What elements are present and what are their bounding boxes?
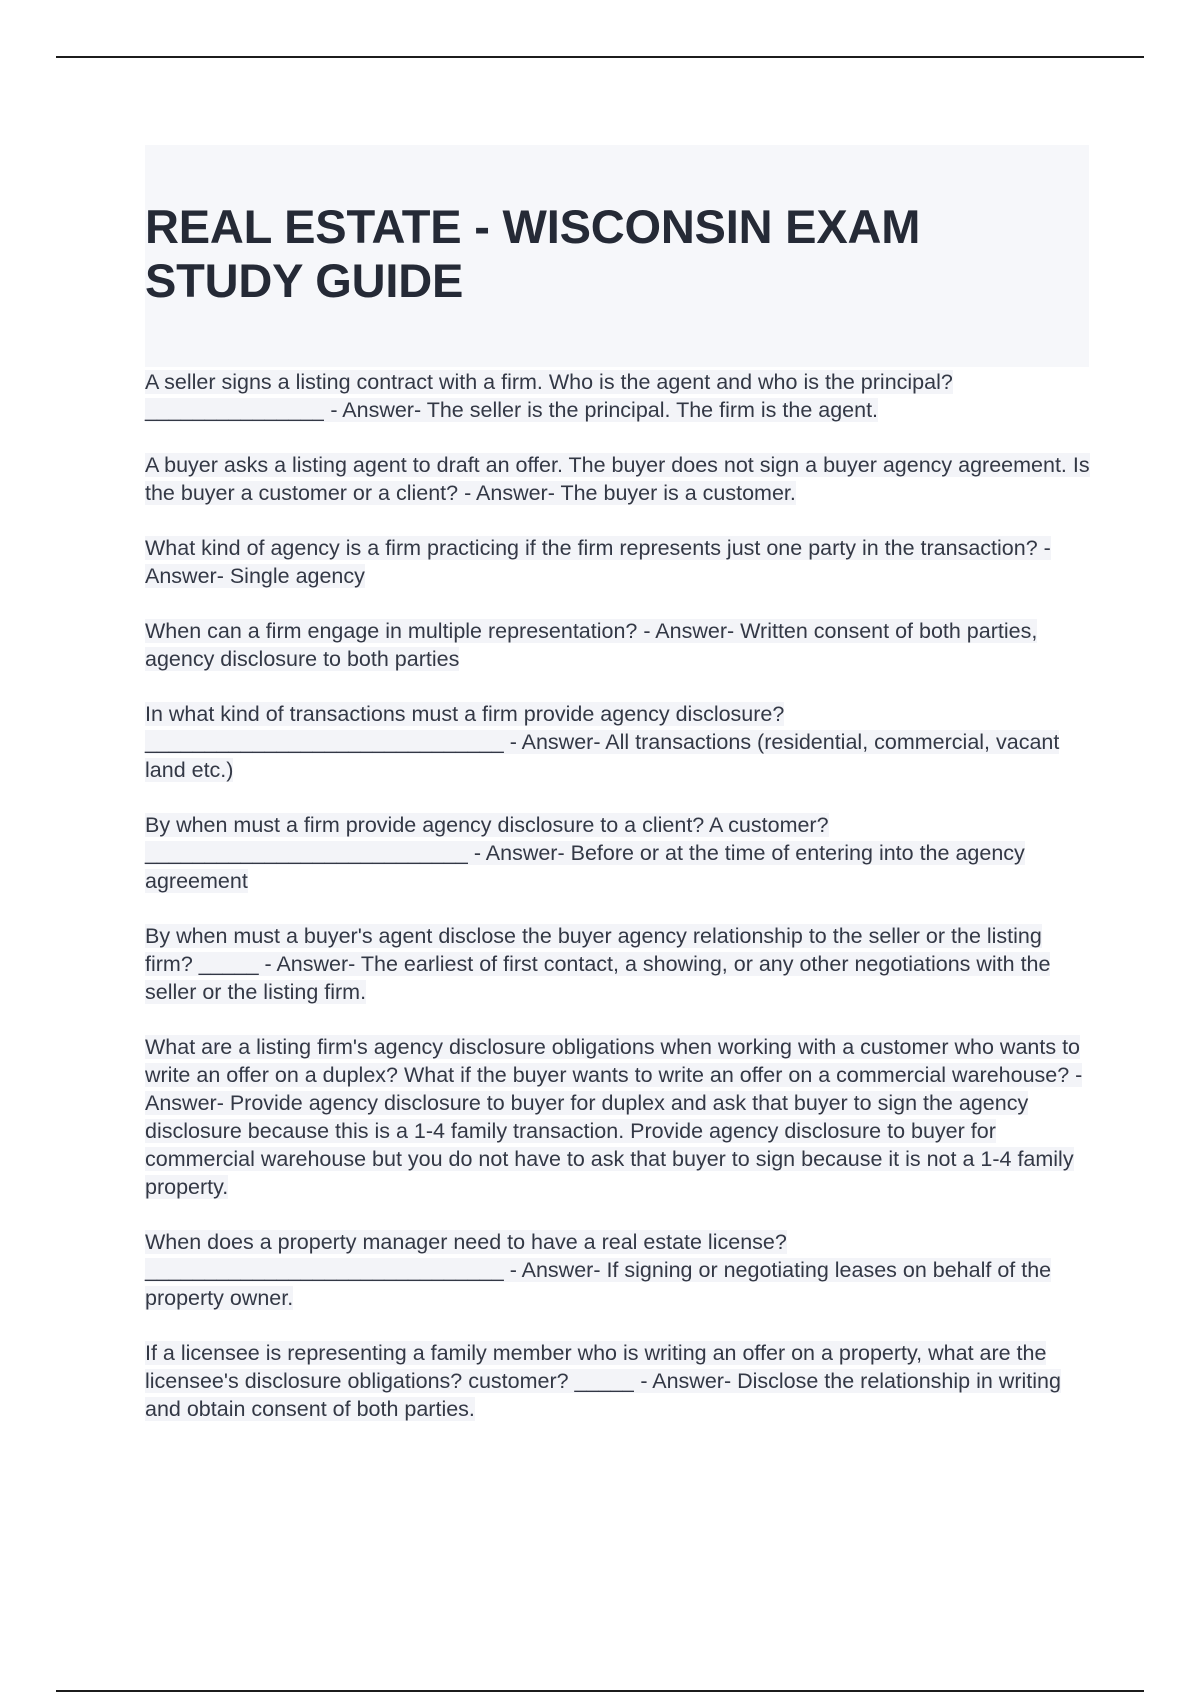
answer-text: - Answer- Written consent of both parties, agency disclosure to both parties: [145, 619, 1038, 671]
qa-list: [145, 368, 1090, 1450]
question-text: By when must a buyer's agent disclose the buyer agency relationship to the seller or the listing firm? _____: [145, 924, 1042, 976]
answer-text: - Answer- Disclose the relationship in writing and obtain consent of both parties.: [145, 1369, 1061, 1421]
question-text: In what kind of transactions must a firm provide agency disclosure? ______________________________: [145, 702, 785, 754]
question-text: If a licensee is representing a family member who is writing an offer on a property, what are the licensee's disclosure obligations? customer? _____: [145, 1341, 1047, 1393]
question-text: What kind of agency is a firm practicing if the firm represents just one party in the transaction?: [145, 536, 1038, 560]
footer-rule: [56, 1690, 1144, 1692]
answer-text: - Answer- Provide agency disclosure to buyer for duplex and ask that buyer to sign the agency disclosure because this is a 1-4 family transaction. Provide agency disclosure to buyer for commercial warehouse but you do not have to ask that buyer to sign because it is not a 1-4 family property.: [145, 1063, 1083, 1199]
question-text: By when must a firm provide agency disclosure to a client? A customer? ___________________________: [145, 813, 829, 865]
answer-text: - Answer- The buyer is a customer.: [458, 481, 796, 505]
qa-item: [145, 368, 1090, 424]
question-text: When does a property manager need to have a real estate license? ______________________________: [145, 1230, 787, 1282]
question-text: When can a firm engage in multiple representation?: [145, 619, 638, 643]
answer-text: - Answer- The seller is the principal. The firm is the agent.: [324, 398, 879, 422]
qa-item: [145, 534, 1090, 590]
qa-item: [145, 1228, 1090, 1312]
header-rule: [56, 56, 1144, 58]
qa-item: [145, 811, 1090, 895]
qa-item: [145, 1033, 1090, 1201]
answer-text: - Answer- All transactions (residential, commercial, vacant land etc.): [145, 730, 1060, 782]
question-text: A seller signs a listing contract with a firm. Who is the agent and who is the principal? _______________: [145, 370, 953, 422]
document-title: REAL ESTATE - WISCONSIN EXAM STUDY GUIDE: [145, 200, 921, 307]
qa-item: [145, 451, 1090, 507]
answer-text: - Answer- If signing or negotiating leases on behalf of the property owner.: [145, 1258, 1052, 1310]
question-text: What are a listing firm's agency disclosure obligations when working with a customer who wants to write an offer on a duplex? What if the buyer wants to write an offer on a commercial warehouse?: [145, 1035, 1080, 1087]
qa-item: [145, 922, 1090, 1006]
qa-item: [145, 700, 1090, 784]
answer-text: - Answer- The earliest of first contact, a showing, or any other negotiations with the seller or the listing firm.: [145, 952, 1051, 1004]
qa-item: [145, 1339, 1090, 1423]
answer-text: - Answer- Single agency: [145, 536, 1051, 588]
question-text: A buyer asks a listing agent to draft an offer. The buyer does not sign a buyer agency agreement. Is the buyer a customer or a client?: [145, 453, 1090, 505]
answer-text: - Answer- Before or at the time of entering into the agency agreement: [145, 841, 1025, 893]
qa-item: [145, 617, 1090, 673]
